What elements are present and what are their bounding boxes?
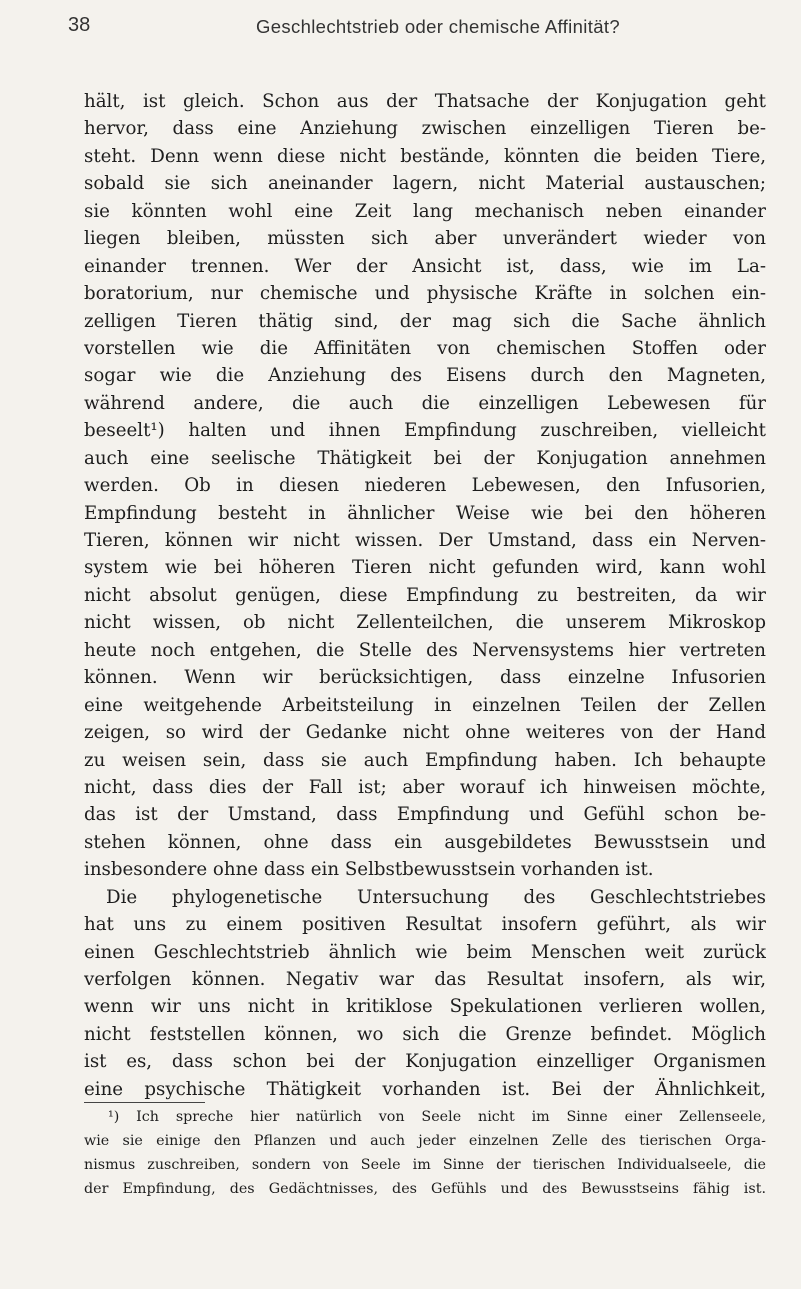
- text-line: nicht absolut genügen, diese Empfindung zu bestreiten, da wir: [84, 584, 766, 606]
- text-line: nicht, dass dies der Fall ist; aber worauf ich hinweisen möchte,: [84, 776, 766, 798]
- text-line: Die phylogenetische Untersuchung des Geschlechtstriebes: [106, 886, 766, 908]
- text-line: Empfindung besteht in ähnlicher Weise wie bei den höheren: [84, 502, 766, 524]
- text-line: eine weitgehende Arbeitsteilung in einzelnen Teilen der Zellen: [84, 694, 766, 716]
- text-line: zelligen Tieren thätig sind, der mag sich die Sache ähnlich: [84, 310, 766, 332]
- text-line: zeigen, so wird der Gedanke nicht ohne weiteres von der Hand: [84, 722, 766, 744]
- footnote-line: ¹) Ich spreche hier natürlich von Seele nicht im Sinne einer Zellenseele,: [108, 1109, 766, 1125]
- text-line: sogar wie die Anziehung des Eisens durch den Magneten,: [84, 365, 766, 387]
- body-text: [84, 88, 766, 1103]
- text-line: das ist der Umstand, dass Empfindung und Gefühl schon be-: [84, 804, 766, 826]
- text-line: verfolgen können. Negativ war das Resultat insofern, als wir,: [84, 969, 766, 990]
- text-line: einander trennen. Wer der Ansicht ist, dass, wie im La-: [84, 255, 766, 277]
- text-line: auch eine seelische Thätigkeit bei der Konjugation annehmen: [84, 447, 766, 469]
- text-line: system wie bei höheren Tieren nicht gefunden wird, kann wohl: [84, 557, 766, 579]
- text-line: steht. Denn wenn diese nicht bestände, könnten die beiden Tiere,: [84, 145, 766, 167]
- page-header: [68, 14, 758, 44]
- text-line: sie könnten wohl eine Zeit lang mechanisch neben einander: [84, 200, 766, 222]
- text-line: können. Wenn wir berücksichtigen, dass einzelne Infusorien: [84, 667, 766, 689]
- text-line: zu weisen sein, dass sie auch Empfindung haben. Ich behaupte: [84, 749, 766, 771]
- text-line: einen Geschlechtstrieb ähnlich wie beim Menschen weit zurück: [84, 941, 766, 963]
- text-line: wenn wir uns nicht in kritiklose Spekulationen verlieren wollen,: [84, 996, 766, 1018]
- text-line: beseelt¹) halten und ihnen Empfindung zuschreiben, vielleicht: [84, 420, 766, 442]
- text-line: Tieren, können wir nicht wissen. Der Umstand, dass ein Nerven-: [84, 530, 766, 551]
- text-line: stehen können, ohne dass ein ausgebildetes Bewusstsein und: [84, 831, 766, 853]
- footnote-line: wie sie einige den Pflanzen und auch jeder einzelnen Zelle des tierischen Orga-: [84, 1133, 766, 1149]
- footnote-line: nismus zuschreiben, sondern von Seele im Sinne der tierischen Individualseele, die: [84, 1157, 766, 1173]
- footnote-line: der Empfindung, des Gedächtnisses, des Gefühls und des Bewusstseins fähig ist.: [84, 1181, 766, 1197]
- text-line: nicht feststellen können, wo sich die Grenze befindet. Möglich: [84, 1023, 766, 1045]
- footnotes: [84, 1105, 766, 1201]
- text-line: nicht wissen, ob nicht Zellenteilchen, die unserem Mikroskop: [84, 612, 766, 634]
- text-line: hält, ist gleich. Schon aus der Thatsache der Konjugation geht: [84, 91, 766, 112]
- text-line: eine psychische Thätigkeit vorhanden ist. Bei der Ähnlichkeit,: [84, 1078, 766, 1100]
- text-line: werden. Ob in diesen niederen Lebewesen, den Infusorien,: [84, 475, 766, 497]
- text-line: hat uns zu einem positiven Resultat insofern geführt, als wir: [84, 914, 766, 936]
- text-line: insbesondere ohne dass ein Selbstbewusstsein vorhanden ist.: [84, 859, 654, 881]
- running-title: Geschlechtstrieb oder chemische Affinität?: [256, 16, 620, 37]
- text-line: boratorium, nur chemische und physische Kräfte in solchen ein-: [84, 283, 766, 305]
- text-line: heute noch entgehen, die Stelle des Nervensystems hier vertreten: [84, 639, 766, 661]
- text-line: liegen bleiben, müssten sich aber unverändert wieder von: [84, 228, 766, 250]
- footnote-divider: [84, 1102, 205, 1103]
- text-line: sobald sie sich aneinander lagern, nicht Material austauschen;: [84, 173, 766, 195]
- text-line: vorstellen wie die Affinitäten von chemischen Stoffen oder: [84, 337, 766, 359]
- text-line: während andere, die auch die einzelligen Lebewesen für: [84, 392, 766, 414]
- text-line: ist es, dass schon bei der Konjugation einzelliger Organismen: [84, 1051, 766, 1073]
- text-line: hervor, dass eine Anziehung zwischen einzelligen Tieren be-: [84, 118, 766, 140]
- page-number: 38: [68, 14, 91, 36]
